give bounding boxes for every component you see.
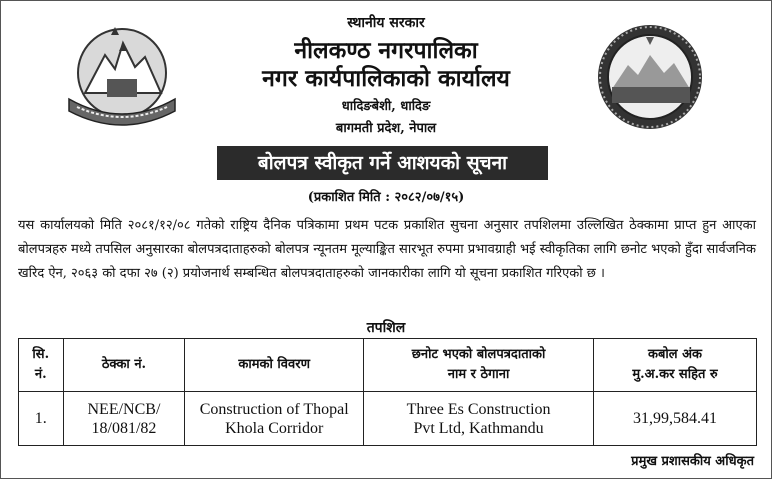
header-contract-no: ठेक्का नं. [63,339,185,392]
address-district: धादिङबेशी, धादिङ [341,99,431,114]
table-row [19,392,757,446]
cell-contract-no-line2: 18/081/82 [91,419,157,437]
header-sn [19,339,64,392]
tender-table [18,338,757,446]
table-header-row [19,339,757,392]
header-amount-line1: कबोल अंक [648,347,703,362]
header-sn-line1: सि. [32,347,50,362]
header-amount-line2: मु.अ.कर सहित रु [632,367,718,382]
header-work-description: कामको विवरण [185,339,364,392]
cell-bidder [364,392,594,446]
notice-body: यस कार्यालयको मिति २०८१/१२/०८ गतेको राष्ट्रिय दैनिक पत्रिकामा प्रथम पटक प्रकाशित सुचना अनुसार तपशिलमा उल्लिखित ठेक्कामा प्राप्त हुन आएका बोलपत्रहरु मध्ये तपसिल अनुसारका बोलपत्रदाताहरुको बोलपत्र न्यूनतम मूल्याङ्कित सारभूत रुपमा प्रभावग्राही भई स्वीकृतिका लागि छनोट भएको हुँदा सार्वजनिक खरिद ऐन, २०६३ को दफा २७ (२) प्रयोजनार्थ सम्बन्धित बोलपत्रदाताहरुको जानकारीका लागि यो सूचना प्रकाशित गरिएको छ । [18,218,756,281]
header-amount [594,339,757,392]
cell-contract-no-line1: NEE/NCB/ [87,400,161,418]
cell-bidder-line1: Three Es Construction [406,400,551,418]
cell-contract-no [63,392,185,446]
schedule-title: तपशिल [366,320,406,336]
signature-title: प्रमुख प्रशासकीय अधिकृत [631,454,754,469]
cell-description-line2: Khola Corridor [225,419,324,437]
header-bidder-line2: नाम र ठेगाना [447,367,510,382]
cell-bidder-line2: Pvt Ltd, Kathmandu [413,419,544,437]
cell-description-line1: Construction of Thopal [199,400,349,418]
office-name: नगर कार्यपालिकाको कार्यालय [262,65,510,92]
cell-amount: 31,99,584.41 [594,392,757,446]
header-bidder [364,339,594,392]
address-province: बागमती प्रदेश, नेपाल [335,121,437,136]
cell-sn: 1. [19,392,64,446]
cell-description [185,392,364,446]
header-bidder-line1: छनोट भएको बोलपत्रदाताको [411,347,546,362]
notice-title: बोलपत्र स्वीकृत गर्ने आशयको सूचना [217,146,548,180]
published-date: (प्रकाशित मिति : २०८२/०७/१५) [307,190,465,205]
government-label: स्थानीय सरकार [347,15,425,31]
header-sn-line2: नं. [34,367,47,382]
municipality-name: नीलकण्ठ नगरपालिका [294,37,478,64]
